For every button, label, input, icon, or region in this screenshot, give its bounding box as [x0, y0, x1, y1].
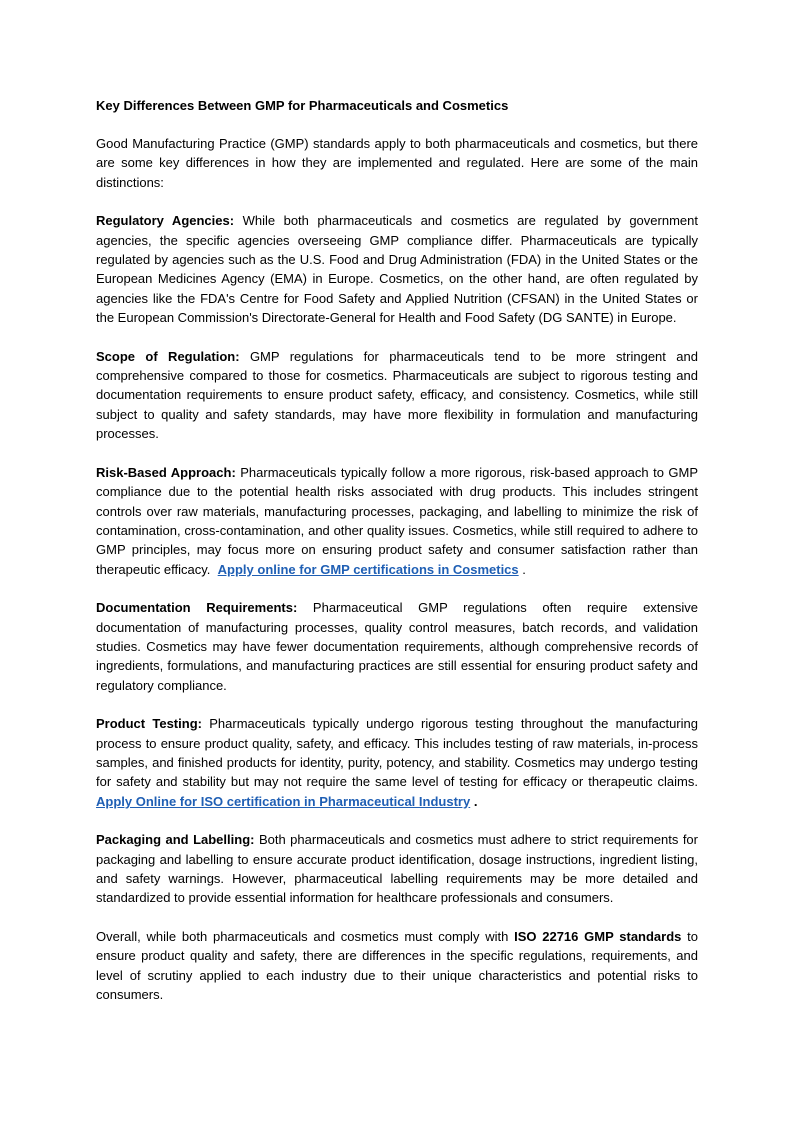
section-documentation-requirements: [96, 598, 698, 695]
document-title: Key Differences Between GMP for Pharmaceuticals and Cosmetics: [96, 98, 509, 113]
section-scope-of-regulation: [96, 347, 698, 444]
section-risk-based-approach: [96, 463, 698, 579]
section-heading-packaging-and-labelling: Packaging and Labelling:: [96, 832, 255, 848]
conclusion-text-after: to ensure product quality and safety, there are differences in the specific regulations, requirements, and level of scrutiny applied to each industry due to their unique characteristics and potential risks to consumers.: [96, 928, 699, 1003]
section-end-product-testing: .: [473, 793, 478, 809]
section-heading-scope-of-regulation: Scope of Regulation:: [96, 348, 240, 364]
conclusion-text-before: Overall, while both pharmaceuticals and cosmetics must comply with: [96, 928, 509, 944]
section-end-risk-based-approach: .: [522, 561, 526, 577]
section-product-testing: [96, 714, 698, 811]
intro-paragraph: Good Manufacturing Practice (GMP) standards apply to both pharmaceuticals and cosmetics, but there are some key differences in how they are implemented and regulated. Here are some of the main distinctions:: [96, 136, 698, 190]
section-body-scope-of-regulation: GMP regulations for pharmaceuticals tend to be more stringent and comprehensive compared to those for cosmetics. Pharmaceuticals are subject to rigorous testing and documentation requirements to ensure product safety, efficacy, and consistency. Cosmetics, while still subject to quality and safety standards, may have more flexibility in formulation and manufacturing processes.: [96, 348, 698, 442]
section-heading-risk-based-approach: Risk-Based Approach:: [96, 464, 236, 480]
conclusion-paragraph: [96, 927, 698, 1005]
iso-pharmaceutical-link[interactable]: Apply Online for ISO certification in Pharmaceutical Industry: [96, 793, 471, 809]
section-heading-documentation-requirements: Documentation Requirements:: [96, 600, 298, 616]
section-body-packaging-and-labelling: Both pharmaceuticals and cosmetics must adhere to strict requirements for packaging and labelling to ensure accurate product identification, dosage instructions, ingredient listing, and safety warnings. However, pharmaceutical labelling requirements may be more detailed and standardized to provide essential information for healthcare professionals and consumers.: [96, 832, 698, 906]
section-packaging-and-labelling: [96, 830, 698, 908]
conclusion-standard-name: ISO 22716 GMP standards: [514, 928, 682, 944]
section-body-product-testing: Pharmaceuticals typically undergo rigorous testing throughout the manufacturing process to ensure product quality, safety, and efficacy. This includes testing of raw materials, in-process samples, and finished products for identity, purity, potency, and stability. Cosmetics may undergo testing for safety and stability but may not require the same level of testing for efficacy or therapeutic claims.: [96, 716, 698, 790]
section-regulatory-agencies: [96, 211, 698, 327]
gmp-cosmetics-link[interactable]: Apply online for GMP certifications in Cosmetics: [217, 561, 519, 577]
document-page: [96, 96, 698, 1023]
section-heading-product-testing: Product Testing:: [96, 716, 202, 732]
section-heading-regulatory-agencies: Regulatory Agencies:: [96, 213, 235, 229]
section-body-risk-based-approach: Pharmaceuticals typically follow a more rigorous, risk-based approach to GMP compliance due to the potential health risks associated with drug products. This includes stringent controls over raw materials, manufacturing processes, packaging, and labelling to minimize the risk of contamination, cross-contamination, and other quality issues. Cosmetics, while still required to adhere to GMP principles, may focus more on ensuring product safety and consumer satisfaction rather than therapeutic efficacy.: [96, 464, 699, 577]
section-body-regulatory-agencies: While both pharmaceuticals and cosmetics are regulated by government agencies, the specific agencies overseeing GMP compliance differ. Pharmaceuticals are typically regulated by agencies such as the U.S. Food and Drug Administration (FDA) in the United States or the European Medicines Agency (EMA) in Europe. Cosmetics, on the other hand, are often regulated by agencies like the FDA's Centre for Food Safety and Applied Nutrition (CFSAN) in the United States or the European Commission's Directorate-General for Health and Food Safety (DG SANTE) in Europe.: [96, 213, 698, 326]
section-body-documentation-requirements: Pharmaceutical GMP regulations often require extensive documentation of manufacturing processes, quality control measures, batch records, and validation studies. Cosmetics may have fewer documentation requirements, although comprehensive records of ingredients, formulations, and manufacturing practices are still essential for ensuring product safety and regulatory compliance.: [96, 600, 698, 693]
